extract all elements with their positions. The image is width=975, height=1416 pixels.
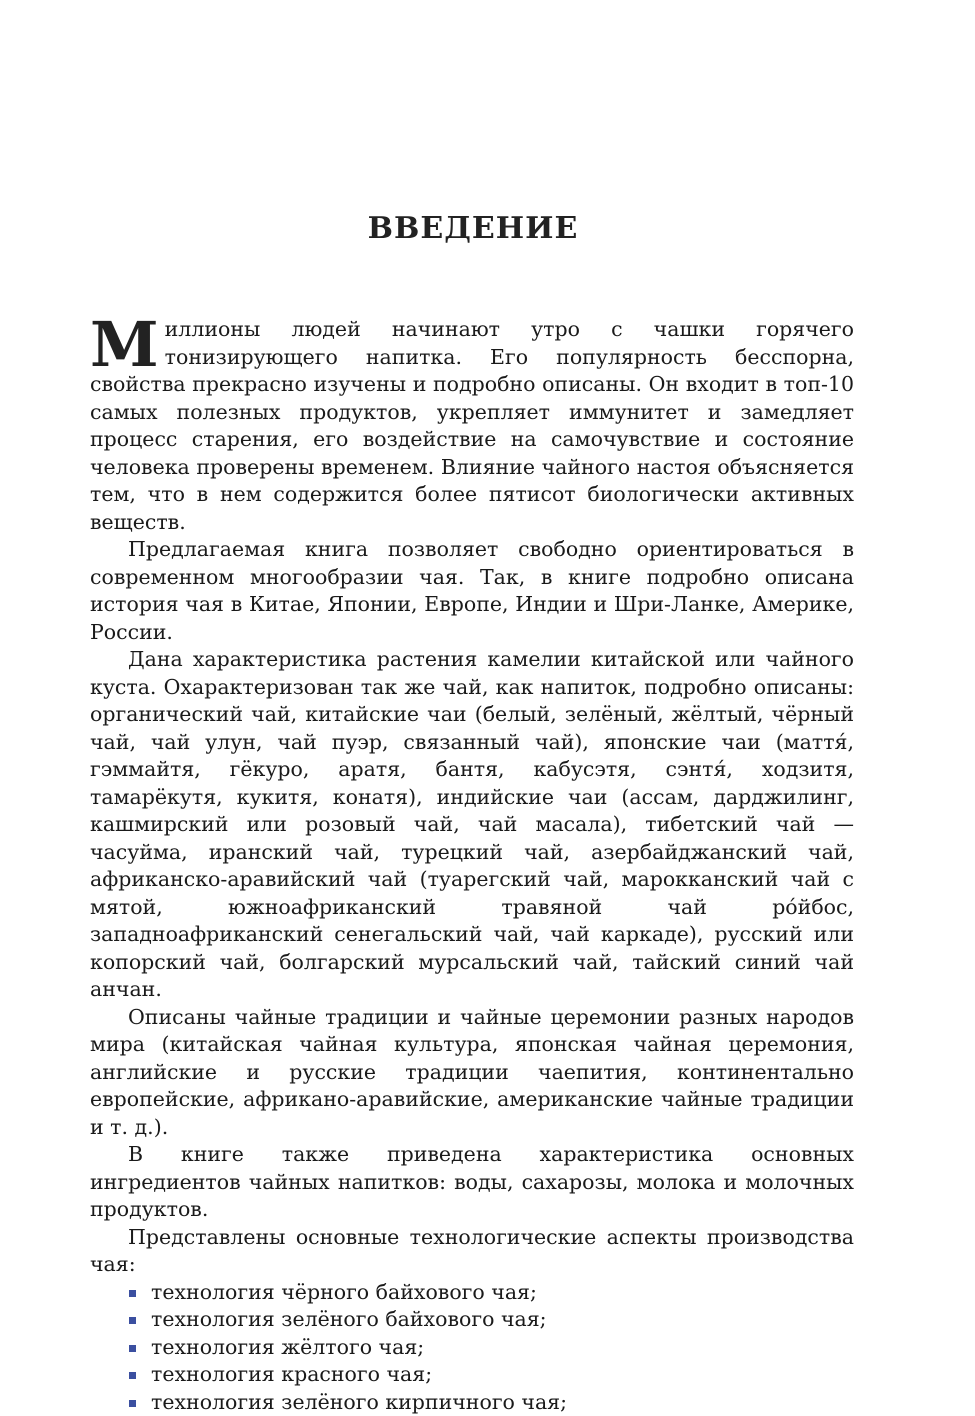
paragraph: Предлагаемая книга позволяет свободно ориентироваться в современном многообразии чая. Так, в книге подробно описана история чая в Китае, Японии, Европе, Индии и Шри-Ланке, Америке, России. <box>90 536 854 646</box>
drop-cap: М <box>90 319 159 371</box>
list-item: технология чёрного байхового чая; <box>90 1279 854 1307</box>
list-item: технология жёлтого чая; <box>90 1334 854 1362</box>
intro-text: иллионы людей начинают утро с чашки горячего тонизирующего напитка. Его популярность бесспорна, свойства прекрасно изучены и подробно описаны. Он входит в топ-10 самых полезных продуктов, укрепляет иммунитет и замедляет процесс старения, его воздействие на самочувствие и состояние человека проверены временем. Влияние чайного настоя объясняется тем, что в нем содержится более пятисот биологически активных веществ. <box>90 317 854 534</box>
intro-paragraph <box>90 316 854 536</box>
paragraph: В книге также приведена характеристика основных ингредиентов чайных напитков: воды, сахарозы, молока и молочных продуктов. <box>90 1141 854 1224</box>
list-item: технология зелёного байхового чая; <box>90 1306 854 1334</box>
body-text <box>90 316 854 1416</box>
technology-list <box>90 1279 854 1416</box>
list-item: технология красного чая; <box>90 1361 854 1389</box>
paragraph: Дана характеристика растения камелии китайской или чайного куста. Охарактеризован так же чай, как напиток, подробно описаны: органический чай, китайские чаи (белый, зелёный, жёлтый, чёрный чай, чай улун, чай пуэр, связанный чай), японские чаи (маття́, гэммайтя, гёкуро, аратя, бантя, кабусэтя, сэнтя́, ходзитя, тамарёкутя, кукитя, конатя), индийские чаи (ассам, дарджилинг, кашмирский или розовый чай, чай масала), тибетский чай — часуйма, иранский чай, турецкий чай, азербайджанский чай, африканско-аравийский чай (туарегский чай, марокканский чай с мятой, южноафриканский травяной чай ро́йбос, западноафриканский сенегальский чай, чай каркаде), русский или копорский чай, болгарский мурсальский чай, тайский синий чай анчан. <box>90 646 854 1004</box>
paragraph: Описаны чайные традиции и чайные церемонии разных народов мира (китайская чайная культура, японская чайная церемония, английские и русские традиции чаепития, континентально европейские, африкано-аравийские, американские чайные традиции и т. д.). <box>90 1004 854 1142</box>
list-item: технология зелёного кирпичного чая; <box>90 1389 854 1416</box>
chapter-heading: ВВЕДЕНИЕ <box>0 211 946 246</box>
paragraph: Представлены основные технологические аспекты производства чая: <box>90 1224 854 1279</box>
